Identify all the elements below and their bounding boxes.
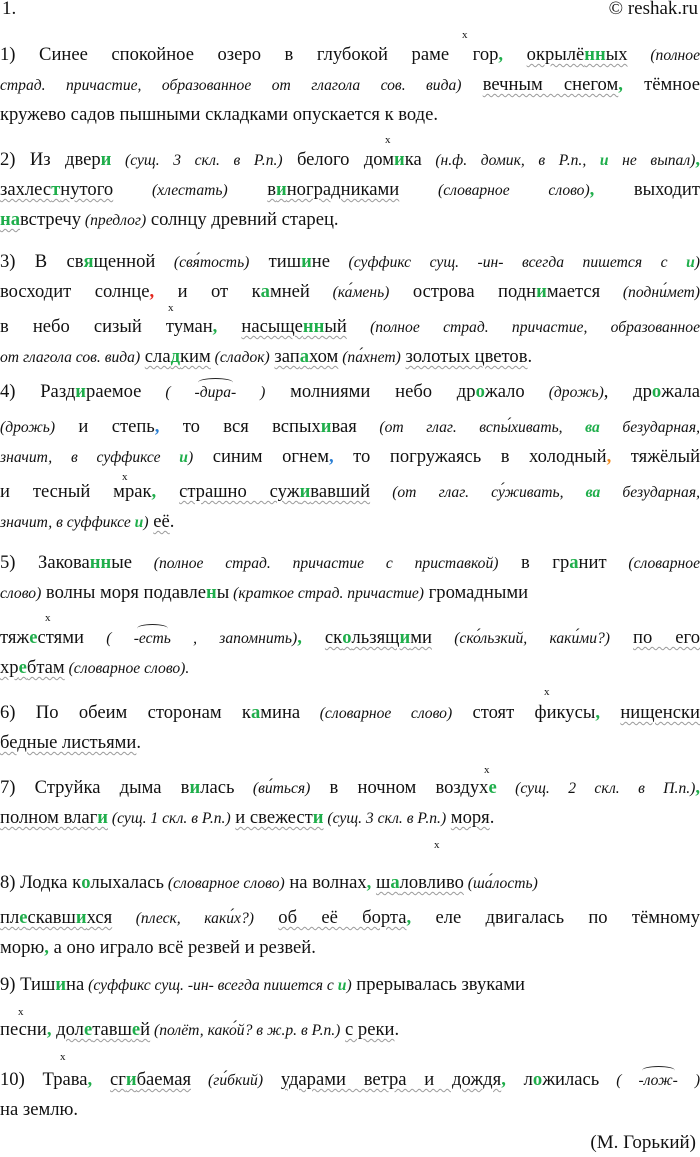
highlighted-comma: ,: [501, 1069, 506, 1090]
text-segment: мается: [546, 281, 601, 302]
copyright-label: © reshak.ru: [608, 0, 698, 19]
grammar-note: (хлестать): [113, 182, 228, 199]
grammar-note: страд. причастие, образованное от глагола сов. вида): [0, 77, 462, 94]
highlighted-letter: и: [312, 807, 324, 828]
grammar-note: (: [141, 384, 195, 401]
highlighted-letter: на: [0, 209, 21, 230]
grammar-note: (полное страд. причастие, образованное: [346, 319, 700, 336]
paragraph-4-line: [0, 414, 700, 441]
text-segment: мина: [260, 702, 301, 723]
text-segment: и тесный мрак: [0, 481, 152, 502]
grammar-note: значит, в суффиксе: [0, 449, 180, 466]
text-segment: .: [527, 346, 533, 367]
highlighted-comma: ,: [406, 907, 412, 928]
text-segment: то погружаясь в холодный: [333, 446, 607, 467]
text-segment: на землю.: [0, 1099, 79, 1120]
paragraph-2-line: [0, 207, 700, 234]
highlighted-letter: и: [100, 149, 112, 170]
grammar-note: (предлог): [81, 212, 147, 229]
highlighted-letter: а: [299, 346, 310, 367]
highlighted-letter: о: [651, 381, 662, 402]
underlined-word: окрылё: [526, 44, 585, 65]
underlined-word: хом: [309, 346, 339, 367]
text-segment: не: [311, 251, 330, 272]
underlined-word: бтам: [26, 657, 65, 678]
text-segment: 6) По обеим сторонам к: [0, 702, 251, 723]
grammar-note: (сущ. 2 скл. в П.п.): [496, 780, 696, 797]
grammar-note: ): [187, 449, 194, 466]
highlighted-comma: ,: [46, 1019, 52, 1040]
highlighted-letter: и: [97, 807, 108, 828]
grammar-note: (свя́тость): [155, 254, 250, 271]
text-segment: стями: [37, 627, 84, 648]
highlighted-letter: н: [206, 582, 217, 603]
highlighted-letter: а: [250, 702, 261, 723]
paragraph-8-line: [0, 905, 700, 932]
highlighted-letter: о: [342, 627, 352, 648]
paragraph-10-line: [0, 1097, 700, 1123]
highlighted-letter: и: [179, 449, 188, 466]
text-segment: раемое: [86, 381, 142, 402]
grammar-note: (полное: [627, 47, 700, 64]
text-segment: ые: [111, 552, 132, 573]
stress-mark: x: [544, 686, 550, 698]
grammar-note: (н.ф. домик, в Р.п.,: [421, 152, 600, 169]
underlined-word: ноградниками: [286, 179, 400, 200]
underlined-word: пл: [0, 907, 20, 928]
grammar-note: не выпал): [608, 152, 696, 169]
paragraph-10-line: [0, 1067, 700, 1094]
underlined-word: нутого: [60, 179, 114, 200]
grammar-note: (полное страд. причастие с приставкой): [131, 555, 499, 572]
text-segment: волны моря подавле: [41, 582, 207, 603]
text-segment: восходит солнце: [0, 281, 150, 302]
paragraph-8-line: [0, 935, 700, 961]
text-segment: .: [136, 732, 142, 753]
grammar-note: (сущ. 3 скл. в Р.п.): [323, 810, 447, 827]
grammar-note: , запомнить): [170, 630, 298, 647]
text-segment: 7) Струйка дыма в: [0, 777, 190, 798]
grammar-note: (словарное слово).: [64, 660, 190, 677]
text-segment: ы: [216, 582, 230, 603]
underlined-word: ким: [180, 346, 211, 367]
paragraph-3-line: [0, 249, 700, 276]
underlined-word: её: [153, 511, 170, 532]
paragraph-4-line: [0, 479, 700, 506]
underlined-word: ловливо: [399, 872, 464, 893]
grammar-note: (ви́ться): [234, 780, 311, 797]
grammar-note: (краткое страд. причастие): [229, 585, 425, 602]
paragraph-5-line: [0, 625, 700, 652]
text-segment: [610, 627, 633, 648]
text-segment: лыхалась: [90, 872, 165, 893]
text-segment: встречу: [20, 209, 82, 230]
morpheme-note: -есть: [134, 626, 171, 652]
text-segment: и от к: [154, 281, 261, 302]
grammar-note: (: [83, 630, 134, 647]
text-segment: 2) Из двер: [0, 149, 101, 170]
stress-mark: x: [60, 1051, 66, 1063]
highlighted-comma: ,: [212, 316, 218, 337]
text-segment: прерывалась звуками: [351, 974, 525, 995]
highlighted-letter: а: [260, 281, 270, 302]
highlighted-letter: е: [18, 657, 27, 678]
highlighted-letter: я: [83, 251, 94, 272]
highlighted-letter: и: [399, 627, 411, 648]
paragraph-9-line: [0, 972, 700, 999]
text-segment: песни: [0, 1019, 47, 1040]
underlined-word: моря: [450, 807, 490, 828]
grammar-note: (словарное слово): [399, 182, 590, 199]
text-segment: вая: [331, 416, 357, 437]
paragraph-4-line: [0, 509, 700, 536]
grammar-note: (сущ. 1 скл. в Р.п.): [108, 810, 231, 827]
highlighted-letter: и: [55, 974, 67, 995]
paragraph-4-line: [0, 379, 700, 406]
paragraph-7-line: [0, 805, 700, 832]
grammar-note: (словарное: [606, 555, 700, 572]
paragraph-5-line: [0, 655, 700, 682]
underlined-word: сг: [109, 1069, 126, 1090]
highlighted-letter: и: [301, 251, 312, 272]
highlighted-letter: о: [81, 872, 91, 893]
text-segment: [92, 1069, 110, 1090]
highlighted-letter: и: [686, 254, 695, 271]
grammar-note: (сущ. 3 скл. в Р.п.): [111, 152, 283, 169]
highlighted-letter: о: [532, 1069, 543, 1090]
paragraph-4-line: [0, 444, 700, 471]
text-segment: выходит: [594, 179, 700, 200]
highlighted-comma: ,: [589, 179, 595, 200]
text-segment: 5) Закова: [0, 552, 90, 573]
highlighted-letter: и: [320, 416, 332, 437]
underlined-word: ый: [324, 316, 347, 337]
highlighted-letter: и: [134, 514, 144, 531]
underlined-word: страшно суж: [179, 481, 300, 502]
grammar-note: (словарное слово): [164, 875, 285, 892]
highlighted-letter: и: [125, 1069, 137, 1090]
text-segment: жилась: [542, 1069, 600, 1090]
highlighted-comma: ,: [595, 702, 601, 723]
highlighted-letter: и: [536, 281, 547, 302]
text-segment: [228, 179, 268, 200]
text-segment: .: [489, 807, 495, 828]
text-segment: 9) Тиш: [0, 974, 56, 995]
text-segment: лась: [200, 777, 235, 798]
text-segment: [503, 44, 527, 65]
grammar-note: (па́хнет): [338, 349, 401, 366]
stress-mark: x: [45, 612, 51, 624]
text-segment: на волнах: [284, 872, 367, 893]
highlighted-letter: е: [29, 627, 38, 648]
text-segment: 10) Трава: [0, 1069, 88, 1090]
grammar-note: значит, в суффиксе: [0, 514, 135, 531]
text-segment: громадными: [424, 582, 529, 603]
grammar-note: (подни́мет): [600, 284, 700, 301]
paragraph-6-line: [0, 700, 700, 727]
text-segment: синим огнем: [193, 446, 329, 467]
highlighted-letter: т: [51, 179, 61, 200]
underlined-word: ш: [375, 872, 391, 893]
text-segment: [302, 627, 325, 648]
highlighted-comma: ,: [151, 481, 157, 502]
paragraph-7-line: [0, 775, 700, 802]
text-segment: [263, 1069, 281, 1090]
grammar-note: (ша́лость): [463, 875, 538, 892]
text-segment: в небо сизый туман: [0, 316, 213, 337]
text-segment: тяж: [0, 627, 30, 648]
text-segment: в ночном воздух: [310, 777, 489, 798]
underlined-word: баемая: [136, 1069, 192, 1090]
underlined-word: в: [267, 179, 277, 200]
highlighted-comma: ,: [297, 627, 302, 648]
text-segment: еле двигалась по тёмному: [411, 907, 700, 928]
text-segment: нит: [578, 552, 607, 573]
underlined-word: тавш: [92, 1019, 132, 1040]
text-segment: жала: [661, 381, 700, 402]
highlighted-comma: ,: [329, 446, 334, 467]
exercise-number: 1.: [2, 0, 17, 19]
paragraph-3-line: [0, 314, 700, 341]
text-segment: [600, 702, 620, 723]
underlined-word: с реки: [345, 1019, 395, 1040]
highlighted-letter: е: [131, 1019, 141, 1040]
text-segment: .: [169, 511, 175, 532]
paragraph-1-line: [0, 102, 700, 128]
author-attribution: (М. Горький): [590, 1132, 696, 1153]
paragraph-2-line: [0, 147, 700, 174]
text-segment: белого дом: [282, 149, 394, 170]
highlighted-letter: нн: [89, 552, 112, 573]
text-segment: [217, 316, 241, 337]
paragraph-3-line: [0, 344, 700, 371]
text-segment: солнцу древний старец.: [146, 209, 339, 230]
grammar-note: (полёт, како́й? в ж.р. в Р.п.): [150, 1022, 341, 1039]
text-segment: морю: [0, 937, 45, 958]
stress-mark: x: [18, 1006, 24, 1018]
text-segment: тёмное: [622, 74, 700, 95]
underlined-word: об её борта: [278, 907, 407, 928]
morpheme-note: -лож-: [639, 1068, 678, 1094]
grammar-note: (от глаг. су́живать,: [370, 484, 586, 501]
highlighted-letter: нн: [302, 316, 325, 337]
underlined-word: ми: [410, 627, 432, 648]
highlighted-letter: о: [475, 381, 485, 402]
underlined-word: золотых цветов: [405, 346, 528, 367]
text-segment: [254, 907, 278, 928]
underlined-word: нищенски: [620, 702, 700, 723]
highlighted-letter: нн: [584, 44, 606, 65]
highlighted-comma: ,: [149, 281, 155, 302]
highlighted-letter: и: [599, 152, 609, 169]
text-segment: 3) В св: [0, 251, 84, 272]
underlined-word: полном влаг: [0, 807, 98, 828]
highlighted-comma: ,: [87, 1069, 93, 1090]
grammar-note: (словарное слово): [300, 705, 453, 722]
underlined-word: зап: [274, 346, 300, 367]
underlined-word: захлес: [0, 179, 52, 200]
grammar-note: ): [236, 384, 266, 401]
highlighted-letter: и: [75, 381, 87, 402]
highlighted-letter: и: [337, 977, 347, 994]
highlighted-letter: а: [390, 872, 400, 893]
paragraph-5-line: [0, 550, 700, 577]
highlighted-comma: ,: [154, 416, 160, 437]
underlined-word: ударами ветра и дождя: [280, 1069, 502, 1090]
highlighted-letter: и: [276, 179, 287, 200]
grammar-note: (дрожь): [0, 419, 56, 436]
stress-mark: x: [462, 29, 468, 41]
grammar-note: ): [346, 977, 352, 994]
highlighted-comma: ,: [618, 74, 623, 95]
underlined-word: вавший: [310, 481, 371, 502]
underlined-word: и свежест: [235, 807, 313, 828]
underlined-word: по его: [633, 627, 700, 648]
underlined-word: насыще: [241, 316, 303, 337]
grammar-note: безударная,: [600, 484, 700, 501]
text-segment: а оно играло всё резвей и резвей.: [48, 937, 316, 958]
text-segment: 4) Разд: [0, 381, 76, 402]
highlighted-letter: е: [19, 907, 28, 928]
text-segment: ка: [404, 149, 422, 170]
highlighted-comma: ,: [498, 44, 504, 65]
highlighted-letter: е: [83, 1019, 93, 1040]
text-segment: 8) Лодка к: [0, 872, 82, 893]
text-segment: и степь: [55, 416, 155, 437]
text-segment: кружево садов пышными складками опускается к воде.: [0, 104, 439, 125]
text-segment: .: [394, 1019, 400, 1040]
underlined-word: вечным снегом: [482, 74, 619, 95]
grammar-note: (: [599, 1072, 639, 1089]
paragraph-3-line: [0, 279, 700, 306]
grammar-note: (плеск, каки́х?): [112, 910, 254, 927]
underlined-word: й: [140, 1019, 151, 1040]
grammar-note: (суффикс сущ. -ин- всегда пишется с: [330, 254, 687, 271]
stress-mark: x: [168, 302, 174, 314]
text-segment: жало: [484, 381, 525, 402]
underlined-word: хр: [0, 657, 19, 678]
underlined-word: ск: [324, 627, 343, 648]
underlined-word: льзящ: [351, 627, 400, 648]
paragraph-2-line: [0, 177, 700, 204]
paragraph-8-line: [0, 870, 700, 897]
paragraph-1-line: [0, 42, 700, 69]
highlighted-comma: ,: [606, 446, 612, 467]
highlighted-letter: е: [488, 777, 497, 798]
text-segment: мней: [269, 281, 310, 302]
underlined-word: бедные листьями: [0, 732, 137, 753]
grammar-note: ): [143, 514, 149, 531]
grammar-note: (сладок): [210, 349, 270, 366]
grammar-note: безударная,: [599, 419, 700, 436]
highlighted-comma: ,: [366, 872, 372, 893]
highlighted-letter: ва: [585, 484, 601, 501]
text-segment: щенной: [93, 251, 156, 272]
grammar-note: (от глаг. вспы́хивать,: [356, 419, 586, 436]
grammar-note: (суффикс сущ. -ин- всегда пишется с: [84, 977, 338, 994]
highlighted-letter: и: [394, 149, 405, 170]
grammar-note: слово): [0, 585, 42, 602]
text-segment: молниями небо др: [265, 381, 476, 402]
text-segment: стоят фикусы: [452, 702, 596, 723]
grammar-note: (ско́льзкий, каки́ми?): [431, 630, 610, 647]
text-segment: в гр: [498, 552, 570, 573]
text-segment: острова подн: [389, 281, 537, 302]
highlighted-letter: и: [299, 481, 311, 502]
paragraph-9-line: [0, 1017, 700, 1044]
stress-mark: x: [385, 134, 391, 146]
highlighted-comma: ,: [695, 149, 700, 170]
paragraph-6-line: [0, 730, 700, 756]
text-segment: [462, 74, 483, 95]
highlighted-letter: д: [170, 346, 180, 367]
text-segment: тиш: [249, 251, 302, 272]
stress-mark: x: [122, 471, 128, 483]
morpheme-note: -дира-: [195, 380, 237, 406]
underlined-word: скавш: [27, 907, 76, 928]
grammar-note: (ка́мень): [309, 284, 390, 301]
text-segment: 1) Синее спокойное озеро в глубокой раме гор: [0, 44, 499, 65]
highlighted-letter: а: [569, 552, 579, 573]
highlighted-comma: ,: [695, 777, 700, 798]
grammar-note: (ги́бкий): [191, 1072, 264, 1089]
highlighted-letter: и: [189, 777, 201, 798]
grammar-note: от глагола сов. вида): [0, 349, 141, 366]
underlined-word: хся: [86, 907, 113, 928]
paragraph-5-line: [0, 580, 700, 607]
grammar-note: ): [677, 1072, 700, 1089]
stress-mark: x: [484, 764, 490, 776]
grammar-note: ): [694, 254, 700, 271]
paragraph-1-line: [0, 72, 700, 99]
text-segment: л: [505, 1069, 533, 1090]
text-segment: на: [66, 974, 85, 995]
text-segment: , др: [603, 381, 652, 402]
grammar-note: (дрожь): [524, 384, 604, 401]
highlighted-letter: ва: [585, 419, 600, 436]
highlighted-comma: ,: [44, 937, 49, 958]
text-segment: [156, 481, 179, 502]
underlined-word: ых: [605, 44, 628, 65]
underlined-word: дол: [56, 1019, 84, 1040]
text-segment: тяжёлый: [611, 446, 700, 467]
stress-mark: x: [434, 839, 440, 851]
highlighted-letter: и: [75, 907, 87, 928]
text-segment: то вся вспых: [159, 416, 321, 437]
underlined-word: сла: [144, 346, 171, 367]
